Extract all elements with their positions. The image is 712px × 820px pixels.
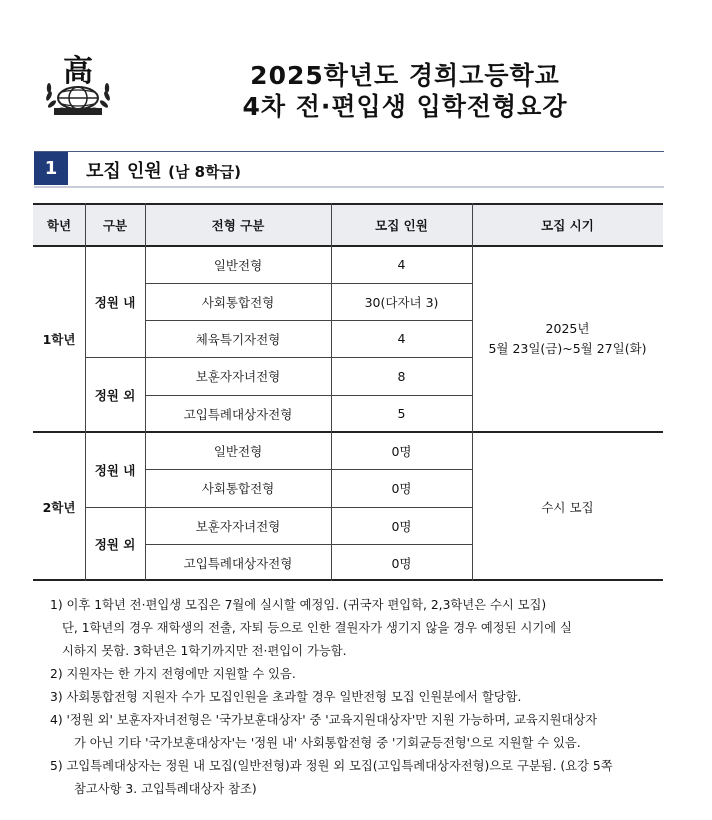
grade2-row3-type: 보훈자자녀전형: [195, 518, 281, 534]
table-header-grade: 학년: [33, 203, 85, 246]
grade2-row2-count: 0명: [391, 481, 412, 496]
grade1-label: 1학년: [42, 332, 76, 347]
table-col-rule: [85, 203, 86, 581]
grade1-period: [472, 246, 663, 432]
note-line: 3) 사회통합전형 지원자 수가 모집인원을 초과할 경우 일반전형 모집 인원분에서 할당함.: [50, 690, 522, 704]
grade2-row2-type: 사회통합전형: [201, 481, 275, 496]
grade1-row3-count: 4: [397, 331, 406, 346]
grade2-row3-count: 0명: [391, 518, 412, 534]
page-title-line2: 4차 전·편입생 입학전형요강: [242, 92, 568, 121]
grade2-row1-type: 일반전형: [213, 443, 263, 459]
note-4: [50, 709, 680, 755]
table-col-rule: [472, 203, 473, 581]
grade2-row4-type: 고입특례대상자전형: [183, 555, 293, 571]
emblem-character: 高: [63, 54, 93, 89]
grade1-group-in: 정원 내: [94, 294, 136, 310]
table-rule-top: [33, 203, 663, 205]
grade1-period-dates: 5월 23일(금)~5월 27일(화): [488, 341, 647, 356]
section-title-text: 모집 인원: [86, 161, 162, 182]
grade1-row5-count: 5: [397, 406, 406, 421]
table-rule-grade-divider: [33, 431, 663, 433]
table-header-admission-type: 전형 구분: [145, 203, 331, 246]
grade2-label: 2학년: [42, 499, 76, 515]
grade1-period-year: 2025년: [545, 321, 590, 336]
note-line: 단, 1학년의 경우 재학생의 전출, 자퇴 등으로 인한 결원자가 생기지 않을 경우 예정된 시기에 실: [62, 621, 572, 635]
table-rule: [145, 320, 472, 321]
grade2-group-in: 정원 내: [94, 462, 136, 478]
section-title: [86, 157, 241, 183]
table-rule: [145, 395, 472, 396]
table-header-count: 모집 인원: [331, 203, 472, 246]
section-rule-bottom: [34, 186, 664, 188]
note-3: [50, 686, 680, 709]
section-rule-top: [34, 151, 664, 152]
note-line: 4) '정원 외' 보훈자자녀전형은 '국가보훈대상자' 중 '교육지원대상자'만 지원 가능하며, 교육지원대상자: [50, 713, 598, 727]
table-col-rule: [331, 203, 332, 581]
recruitment-table: [33, 203, 663, 581]
table-header-period: 모집 시기: [472, 203, 663, 246]
table-rule: [145, 544, 472, 545]
grade1-row5-type: 고입특례대상자전형: [183, 406, 293, 422]
grade1-group-out: 정원 외: [94, 387, 136, 403]
table-header-category: 구분: [85, 203, 145, 246]
grade1-row2-type: 사회통합전형: [201, 294, 275, 310]
grade1-row1-count: 4: [397, 257, 406, 272]
grade1-row4-count: 8: [397, 368, 406, 384]
note-5: [50, 755, 680, 801]
table-rule: [145, 469, 472, 470]
grade1-row3-type: 체육특기자전형: [195, 331, 281, 347]
notes-list: [50, 594, 680, 801]
section-number-badge: 1: [34, 152, 68, 185]
section-subtitle: (남 8학급): [168, 163, 241, 181]
note-line: 시하지 못함. 3학년은 1학기까지만 전·편입이 가능함.: [62, 644, 347, 658]
table-rule-header: [33, 245, 663, 247]
note-1: [50, 594, 680, 663]
grade1-row4-type: 보훈자자녀전형: [195, 369, 281, 384]
table-rule: [85, 357, 472, 358]
note-line: 1) 이후 1학년 전·편입생 모집은 7월에 실시할 예정임. (귀국자 편입학, 2,3학년은 수시 모집): [50, 598, 547, 612]
grade2-row1-count: 0명: [391, 443, 412, 459]
table-rule: [145, 283, 472, 284]
school-emblem: [40, 48, 116, 122]
grade1-row2-count: 30(다자녀 3): [364, 294, 439, 310]
table-rule-bottom: [33, 579, 663, 581]
table-rule: [85, 507, 472, 508]
note-line: 참고사항 3. 고입특례대상자 참조): [74, 782, 257, 796]
page-title-line1: 2025학년도 경희고등학교: [250, 61, 560, 90]
table-col-rule: [145, 203, 146, 581]
note-line: 가 아닌 기타 '국가보훈대상자'는 '정원 내' 사회통합전형 중 '기회균등전형'으로 지원할 수 있음.: [74, 736, 581, 750]
grade2-row4-count: 0명: [391, 555, 412, 571]
note-line: 5) 고입특례대상자는 정원 내 모집(일반전형)과 정원 외 모집(고입특례대상자전형)으로 구분됨. (요강 5쪽: [50, 759, 613, 773]
note-2: [50, 663, 680, 686]
note-line: 2) 지원자는 한 가지 전형에만 지원할 수 있음.: [50, 667, 296, 681]
grade1-row1-type: 일반전형: [213, 257, 263, 273]
grade2-period: 수시 모집: [541, 499, 594, 515]
grade2-group-out: 정원 외: [94, 537, 136, 552]
